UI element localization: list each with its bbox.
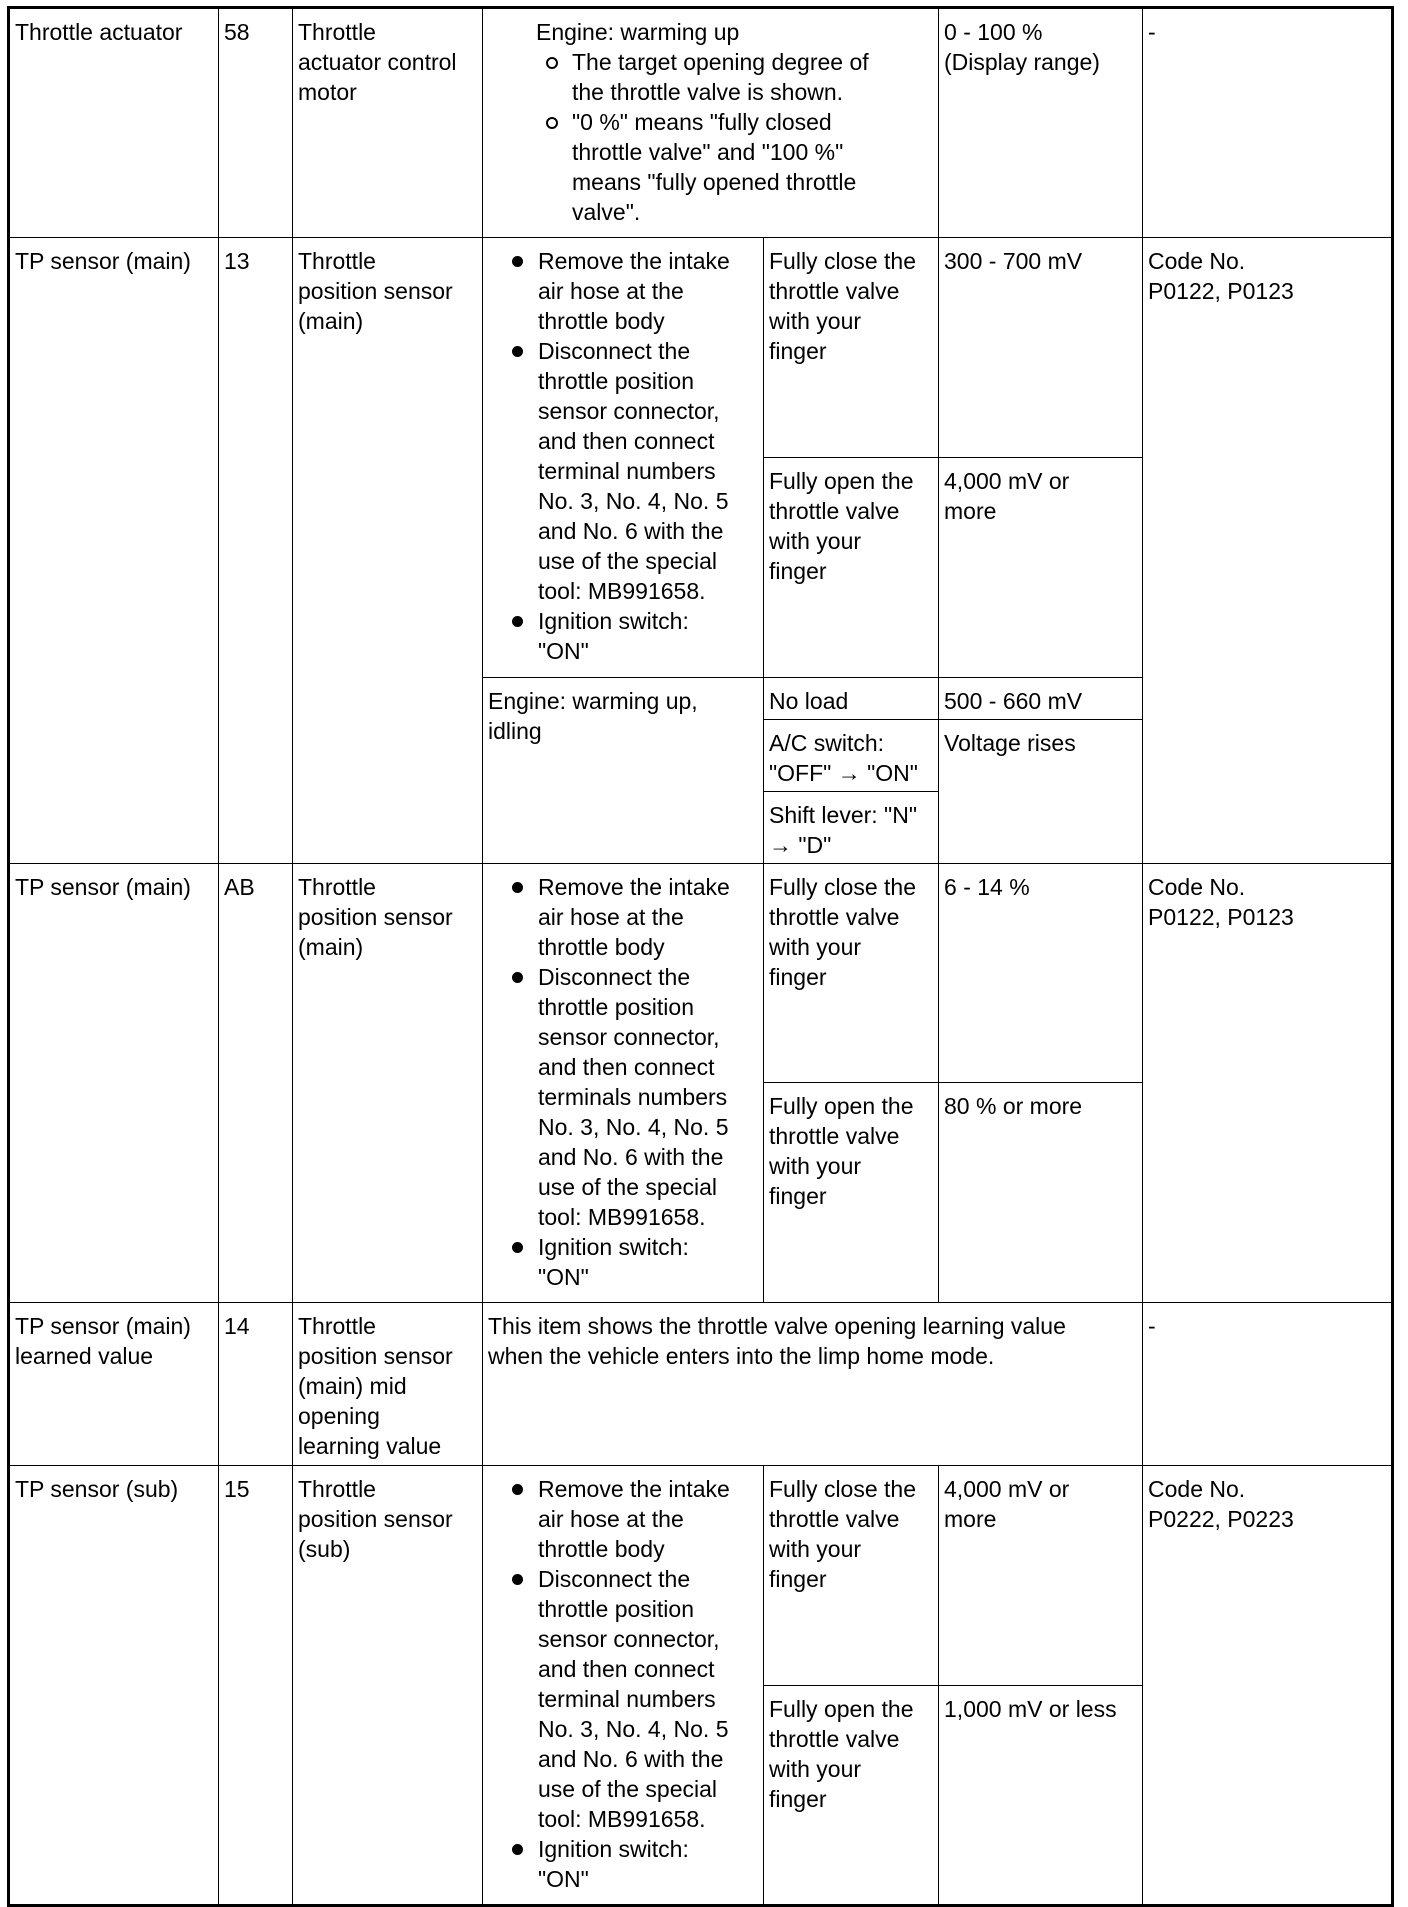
item-name-cell: Throttle position sensor (main) [293, 864, 483, 1303]
service-data-table [7, 6, 1394, 1907]
list-item: Remove the intake air hose at the throttle body [488, 246, 758, 336]
item-name-cell: Throttle position sensor (main) [293, 238, 483, 864]
item-no-cell: AB [219, 864, 293, 1303]
condition-heading: Engine: warming up [536, 19, 740, 45]
list-item: Ignition switch: "ON" [488, 606, 758, 666]
list-item: Ignition switch: "ON" [488, 1834, 758, 1894]
item-name-cell: Throttle position sensor (sub) [293, 1466, 483, 1906]
sub-condition-cell: Shift lever: "N" → "D" [764, 792, 939, 864]
normal-value-cell: 300 - 700 mV [939, 238, 1143, 458]
normal-value-cell: 4,000 mV or more [939, 458, 1143, 678]
reference-cell: - [1143, 8, 1393, 238]
sub-condition-cell: A/C switch: "OFF" → "ON" [764, 720, 939, 792]
sub-condition-cell: Fully open the throttle valve with your finger [764, 458, 939, 678]
item-cell: TP sensor (sub) [9, 1466, 219, 1906]
sub-condition-cell: Fully open the throttle valve with your finger [764, 1083, 939, 1303]
condition-cell [483, 238, 764, 678]
item-cell: Throttle actuator [9, 8, 219, 238]
item-cell: TP sensor (main) [9, 238, 219, 864]
table-row [9, 1303, 1393, 1466]
condition-list [488, 246, 758, 666]
reference-cell: - [1143, 1303, 1393, 1466]
list-item: Disconnect the throttle position sensor connector, and then connect terminal numbers No. 3, No. 4, No. 5 and No. 6 with the use of the special tool: MB991658. [488, 336, 758, 606]
list-item: "0 %" means "fully closed throttle valve" and "100 %" means "fully opened throttle valve". [536, 107, 933, 227]
item-cell: TP sensor (main) [9, 864, 219, 1303]
condition-notes [488, 47, 933, 227]
normal-value-cell: 6 - 14 % [939, 864, 1143, 1083]
sub-condition-cell: No load [764, 678, 939, 720]
reference-cell: Code No. P0122, P0123 [1143, 864, 1393, 1303]
table-row [9, 238, 1393, 458]
sub-condition-cell: Fully close the throttle valve with your finger [764, 1466, 939, 1686]
condition-list [488, 872, 758, 1292]
list-item: Disconnect the throttle position sensor connector, and then connect terminals numbers No. 3, No. 4, No. 5 and No. 6 with the use of the special tool: MB991658. [488, 962, 758, 1232]
list-item: The target opening degree of the throttle valve is shown. [536, 47, 933, 107]
item-no-cell: 13 [219, 238, 293, 864]
list-item: Remove the intake air hose at the throttle body [488, 872, 758, 962]
item-no-cell: 15 [219, 1466, 293, 1906]
list-item: Remove the intake air hose at the throttle body [488, 1474, 758, 1564]
condition-cell [483, 864, 764, 1303]
item-no-cell: 14 [219, 1303, 293, 1466]
normal-value-cell: 1,000 mV or less [939, 1686, 1143, 1906]
reference-cell: Code No. P0222, P0223 [1143, 1466, 1393, 1906]
description-cell: This item shows the throttle valve opening learning value when the vehicle enters into the limp home mode. [483, 1303, 1143, 1466]
condition-cell [483, 1466, 764, 1906]
normal-value-cell: 4,000 mV or more [939, 1466, 1143, 1686]
normal-value-cell: Voltage rises [939, 720, 1143, 864]
sub-condition-cell: Fully close the throttle valve with your finger [764, 864, 939, 1083]
normal-value-cell: 500 - 660 mV [939, 678, 1143, 720]
item-name-cell: Throttle position sensor (main) mid opening learning value [293, 1303, 483, 1466]
table-row [9, 1466, 1393, 1686]
sub-condition-cell: Fully close the throttle valve with your finger [764, 238, 939, 458]
sub-condition-cell: Fully open the throttle valve with your finger [764, 1686, 939, 1906]
table-row [9, 8, 1393, 238]
item-cell: TP sensor (main) learned value [9, 1303, 219, 1466]
condition-cell: Engine: warming up, idling [483, 678, 764, 864]
normal-value-cell: 80 % or more [939, 1083, 1143, 1303]
list-item: Ignition switch: "ON" [488, 1232, 758, 1292]
reference-cell: Code No. P0122, P0123 [1143, 238, 1393, 864]
list-item: Disconnect the throttle position sensor connector, and then connect terminal numbers No. 3, No. 4, No. 5 and No. 6 with the use of the special tool: MB991658. [488, 1564, 758, 1834]
condition-cell [483, 8, 939, 238]
normal-value-cell: 0 - 100 % (Display range) [939, 8, 1143, 238]
item-no-cell: 58 [219, 8, 293, 238]
item-name-cell: Throttle actuator control motor [293, 8, 483, 238]
table-row [9, 864, 1393, 1083]
condition-list [488, 1474, 758, 1894]
